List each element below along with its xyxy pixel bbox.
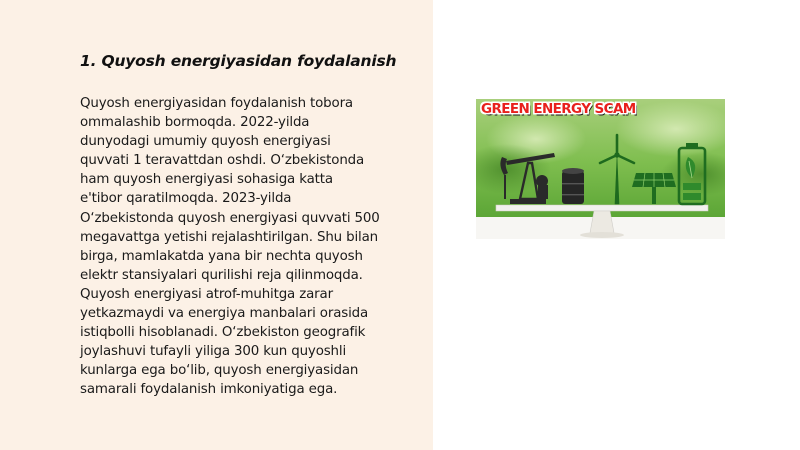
body-line: kunlarga ega bo‘lib, quyosh energiyasidan: [80, 363, 359, 379]
body-line: e'tibor qaratilmoqda. 2023-yilda: [80, 191, 292, 207]
oil-barrel-icon: [562, 168, 584, 204]
body-line: istiqbolli hisoblanadi. O‘zbekiston geografik: [80, 325, 366, 341]
body-line: megavattga yetishi rejalashtirilgan. Shu bilan: [80, 229, 379, 245]
body-line: quvvati 1 teravattdan oshdi. O‘zbekistonda: [80, 153, 365, 169]
body-line: dunyodagi umumiy quyosh energiyasi: [80, 134, 331, 150]
slide-heading: 1. Quyosh energiyasidan foydalanish: [80, 52, 397, 70]
body-line: Quyosh energiyasidan foydalanish tobora: [80, 96, 353, 111]
body-line: ham quyosh energiyasi sohasiga katta: [80, 172, 333, 188]
body-line: yetkazmaydi va energiya manbalari orasida: [80, 306, 369, 322]
body-line: samarali foydalanish imkoniyatiga ega.: [80, 382, 338, 398]
green-energy-scale-image: [476, 99, 725, 239]
body-line: joylashuvi tufayli yiliga 300 kun quyoshli: [80, 344, 347, 360]
body-line: Quyosh energiyasi atrof-muhitga zarar: [80, 286, 333, 302]
body-line: ommalashib bormoqda. 2022-yilda: [80, 115, 310, 131]
green-energy-scam-label: GREEN ENERGY SCAM: [481, 101, 636, 117]
body-line: O‘zbekistonda quyosh energiyasi quvvati 500: [80, 210, 380, 226]
slide-body-text: [80, 94, 422, 400]
body-line: birga, mamlakatda yana bir nechta quyosh: [80, 248, 363, 264]
body-line: elektr stansiyalari qurilishi reja qilinmoqda.: [80, 267, 363, 283]
